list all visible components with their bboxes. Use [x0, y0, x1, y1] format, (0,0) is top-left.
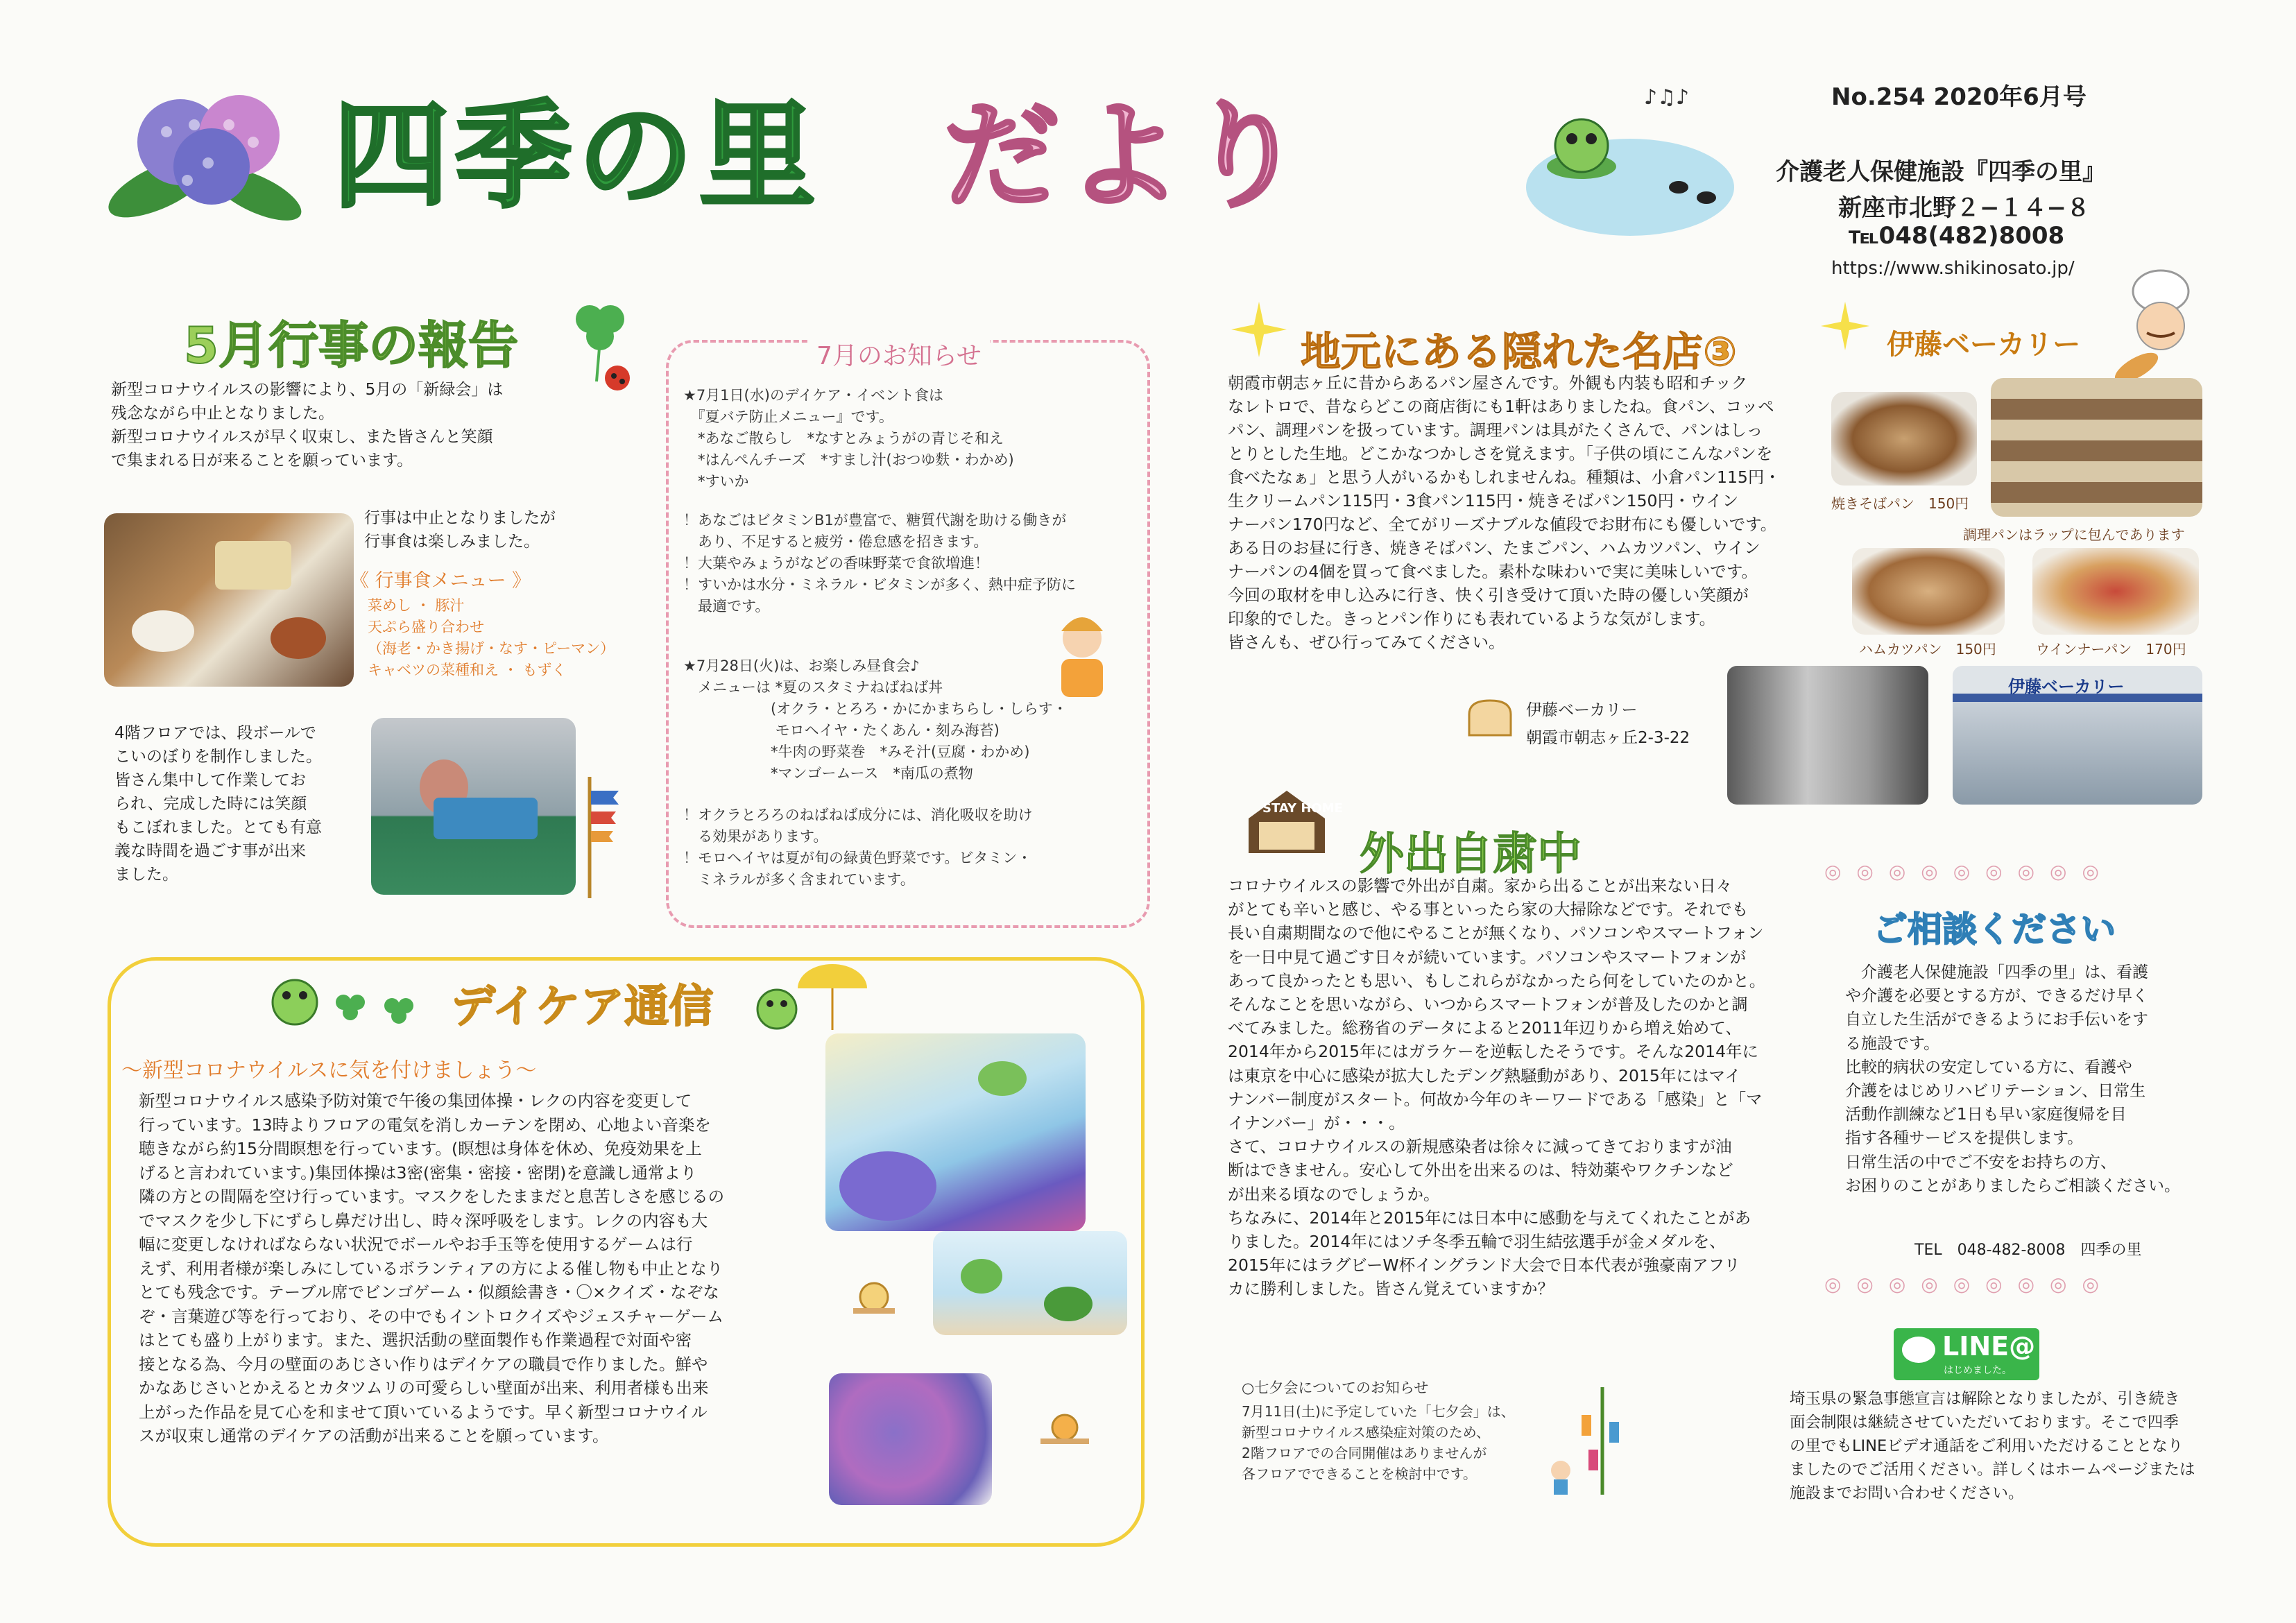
- frog-umbrella-icon: [749, 961, 874, 1037]
- local-shop-body: 朝霞市朝志ヶ丘に昔からあるパン屋さんです。外観も内装も昭和チック なレトロで、昔ならどこの商店街にも1軒はありましたね。食パン、コッペ パン、調理パンを扱っています。調理パンは具がたくさんで、パンはしっ とりとした生地。どこかなつかしさを覚えます。「子供の頃にこんなパンを 食べたなぁ」と思う人がいるかもしれませんね。種類は、小倉パン115円・ 生クリームパン115円・3食パン115円・焼きそばパン150円・ウイン ナーパン170円など、全てがリーズナブルな値段でお財布にも優しいです。 ある日のお昼に行き、焼きそばパン、たまごパン、ハムカツパン、ウイン ナーパンの4個を買って食べました。素朴な味わいで実に美味しいです。 今回の取材を申し込みに行き、快く引き受けて頂いた時の優しい笑顔が 印象的でした。きっとパン作りにも表れているような気がします。 皆さんも、ぜひ行ってみてください。: [1228, 373, 1781, 652]
- snail-border-top: ◎◎◎◎◎◎◎◎◎: [1824, 860, 2114, 883]
- shop-sign-text: 伊藤ベーカリー: [2008, 677, 2125, 696]
- line-logo-text: LINE@: [1942, 1331, 2036, 1362]
- carp-streamer-text: 4階フロアでは、段ボールで こいのぼりを制作しました。 皆さん集中して作業してお られ、完成した時には笑顔 もこぼれました。とても有意 義な時間を過ごす事が出来 ました。: [114, 724, 322, 884]
- hydrangea-wall-photo-3: [829, 1373, 992, 1505]
- may-report-intro: 新型コロナウイルスの影響により、5月の「新緑会」は 残念ながら中止となりました。 新型コロナウイルスが早く収束し、また皆さんと笑顔 で集まれる日が来ることを願っています。: [111, 381, 504, 470]
- shop-name-title: 伊藤ベーカリー: [1887, 329, 2081, 361]
- line-logo-sub: はじめました。: [1944, 1365, 2012, 1376]
- daycare-subtitle: ～新型コロナウイルスに気を付けましょう～: [121, 1058, 537, 1083]
- wiener-bread-photo: [2032, 548, 2199, 635]
- svg-text:♪♫♪: ♪♫♪: [1644, 85, 1690, 110]
- bread-loaf-icon: [1464, 697, 1512, 739]
- hydrangea-wall-photo-2: [933, 1231, 1127, 1335]
- facility-address: 新座市北野２−１４−８: [1838, 194, 2090, 222]
- daycare-body: 新型コロナウイルス感染予防対策で午後の集団体操・レクの内容を変更して 行っています。13時よりフロアの電気を消しカーテンを閉め、心地よい音楽を 聴きながら約15分間瞑想を行っています。(瞑想は身体を休め、免疫効果を上 げると言われています。)集団体操は3密(密集・密接・密閉)を意識し通常より 隣の方との間隔を空け行っています。マスクをしたままだと息苦しさを感じるの でマスクを少し下にずらし鼻だけ出し、時々深呼吸をします。レクの内容も大 幅に変更しなければならない状況でボールやお手玉等を使用するゲームは行 えず、利用者様が楽しみにしているボランティアの方による催し物も中止となり とても残念です。テーブル席でビンゴゲーム・似顔絵書き・〇×クイズ・なぞな ぞ・言葉遊び等を行っており、その中でもイントロクイズやジェスチャーゲーム はとても盛り上がります。また、選択活動の壁面製作も作業過程で対面や密 接となる為、今月の壁面のあじさい作りはデイケアの職員で作りました。鮮や かなあじさいとかえるとカタツムリの可愛らしい壁面が出来、利用者様も出来 上がった作品を見て心を和ませて頂いているようです。早く新型コロナウイル スが収束し通常のデイケアの活動が出来ることを願っています。: [139, 1091, 725, 1445]
- frog-pond-illustration: [1498, 76, 1734, 243]
- consult-heading: ご相談ください: [1873, 909, 2116, 950]
- hamkatsu-caption: ハムカツパン 150円: [1859, 641, 1996, 658]
- meal-note: 行事は中止となりましたが 行事食は楽しみました。: [364, 509, 556, 551]
- stay-home-house-icon: [1235, 784, 1339, 860]
- may-report-heading: 5月行事の報告: [184, 316, 519, 375]
- issue-number: No.254 2020年6月号: [1831, 83, 2087, 111]
- sparkle-icon-right: [1817, 298, 1873, 354]
- snail-icon-small: [1034, 1408, 1096, 1450]
- yakisoba-bread-photo: [1831, 392, 1977, 486]
- july-notice-lunch: ★7月28日(火)は、お楽しみ昼食会♪ メニューは *夏のスタミナねばねば丼 (オクラ・とろろ・かにかまちらし・しらす・ モロヘイヤ・たくあん・刻み海苔) *牛肉の野菜巻 *みそ汁(豆腐・わかめ) *マンゴームース *南瓜の煮物: [683, 658, 1068, 782]
- july-notice-lunch-notes: ！オクラとろろのねばねば成分には、消化吸収を助け る効果があります。 ！モロヘイヤは夏が旬の緑黄色野菜です。ビタミン・ ミネラルが多く含まれています。: [683, 807, 1033, 888]
- tanabata-body: 7月11日(土)に予定していた「七夕会」は、 新型コロナウイルス感染症対策のため、 2階フロアでの合同開催はありませんが 各フロアでできることを検討中です。: [1242, 1403, 1515, 1482]
- event-meal-photo: [104, 513, 354, 687]
- koinobori-icon: [576, 770, 624, 902]
- frog-clover-icon: [264, 968, 423, 1030]
- baker-chef-icon: [2109, 264, 2213, 388]
- facility-name: 介護老人保健施設『四季の里』: [1776, 158, 2106, 186]
- newsletter-title-sub: だより: [943, 88, 1310, 224]
- wrap-note-caption: 調理パンはラップに包んであります: [1963, 526, 2185, 543]
- hydrangea-wall-photo-1: [825, 1033, 1086, 1231]
- shop-exterior-photo: [1953, 666, 2202, 805]
- wiener-caption: ウインナーパン 170円: [2036, 641, 2186, 658]
- carp-streamer-photo: [371, 718, 576, 895]
- line-body: 埼玉県の緊急事態宣言は解除となりましたが、引き続き 面会制限は継続させていただいております。そこで四季 の里でもLINEビデオ通話をご利用いただけることとなり ましたのでご活用ください。詳しくはホームページまたは 施設までお問い合わせください。: [1790, 1390, 2195, 1502]
- july-notice-heading: 7月のお知らせ: [808, 336, 990, 372]
- newsletter-title-main: 四季の里: [333, 88, 821, 224]
- meal-menu-items: 菜めし ・ 豚汁 天ぷら盛り合わせ （海老・かき揚げ・なす・ピーマン） キャベツの菜種和え ・ もずく: [368, 597, 615, 678]
- july-notice-dayevent: ★7月1日(水)のデイケア・イベント食は 『夏バテ防止メニュー』です。 *あなご散らし *なすとみょうがの青じそ和え *はんぺんチーズ *すまし汁(おつゆ麩・わかめ) *すいか: [683, 387, 1014, 490]
- shop-card-name: 伊藤ベーカリー: [1526, 701, 1638, 719]
- july-notice-dayevent-notes: ！あなごはビタミンB1が豊富で、糖質代謝を助ける働きが あり、不足すると疲労・倦怠感を招きます。 ！大葉やみょうがなどの香味野菜で食欲増進！ ！すいかは水分・ミネラル・ビタミンが多く、熱中症予防に 最適です。: [683, 512, 1076, 615]
- stay-home-body: コロナウイルスの影響で外出が自粛。家から出ることが出来ない日々 がとても辛いと感じ、やる事といったら家の大掃除などです。それでも 長い自粛期間なので他にやることが無くなり、パソコンやスマートフォン を一日中見て過ごす日々が続いています。パソコンやスマートフォンが あって良かったとも思い、もしこれらがなかったら何をしていたのかと。 そんなことを思いながら、いつからスマートフォンが普及したのかと調 べてみました。総務省のデータによると2011年辺りから増え始めて、 2014年から2015年にはガラケーを逆転したそうです。そんな2014年に は東京を中心に感染が拡大したデング熱騒動があり、2015年にはマイ ナンバー制度がスタート。何故か今年のキーワードである「感染」と「マ イナンバー」が・・・。 さて、コロナウイルスの新規感染者は徐々に減ってきておりますが油 断はできません。安心して外出を出来るのは、特効薬やワクチンなど が出来る頃なのでしょうか。 ちなみに、2014年と2015年には日本中に感動を与えてくれたことがあ りました。2014年にはソチ冬季五輪で羽生結弦選手が金メダルを、 2015年にはラグビーW杯イングランド大会で日本代表が強豪南アフリ カに勝利しました。皆さん覚えていますか？: [1228, 876, 1766, 1299]
- stay-home-heading: 外出自粛中: [1360, 829, 1582, 880]
- website-link[interactable]: https://www.shikinosato.jp/: [1831, 258, 2075, 279]
- consult-phone: TEL 048-482-8008 四季の里: [1914, 1242, 2142, 1259]
- hamkatsu-bread-photo: [1852, 548, 2005, 635]
- line-chat-bubble-icon: [1902, 1337, 1935, 1363]
- tanabata-heading: ○七夕会についてのお知らせ: [1242, 1380, 1429, 1396]
- bread-shelf-photo: [1991, 378, 2202, 517]
- daycare-heading: デイケア通信: [451, 981, 714, 1033]
- sparkle-icon: [1228, 298, 1290, 361]
- snail-icon: [846, 1276, 902, 1318]
- line-logo[interactable]: [1894, 1328, 2039, 1380]
- hydrangea-illustration: [97, 76, 319, 236]
- meal-menu-title: 《 行事食メニュー 》: [350, 570, 531, 592]
- yakisoba-caption: 焼きそばパン 150円: [1831, 495, 1969, 512]
- facility-phone: ℡048(482)8008: [1849, 222, 2065, 250]
- tanabata-bamboo-icon: [1540, 1380, 1644, 1498]
- snail-border-bottom: ◎◎◎◎◎◎◎◎◎: [1824, 1273, 2114, 1296]
- local-shop-heading: 地元にある隠れた名店③: [1301, 328, 1738, 375]
- consult-body: 介護老人保健施設「四季の里」は、看護 や介護を必要とする方が、できるだけ早く 自立した生活ができるようにお手伝いをす る施設です。 比較的病状の安定している方に、看護や 介護をはじめリハビリテーション、日常生 活動作訓練など1日も早い家庭復帰を目 指す各種サービスを提供します。 日常生活の中でご不安をお持ちの方、 お困りのことがありましたらご相談ください。: [1845, 963, 2180, 1195]
- stay-home-icon-text: STAY HOME: [1262, 801, 1343, 816]
- shop-card-address: 朝霞市朝志ヶ丘2-3-22: [1526, 729, 1690, 747]
- shop-interior-photo: [1727, 666, 1928, 805]
